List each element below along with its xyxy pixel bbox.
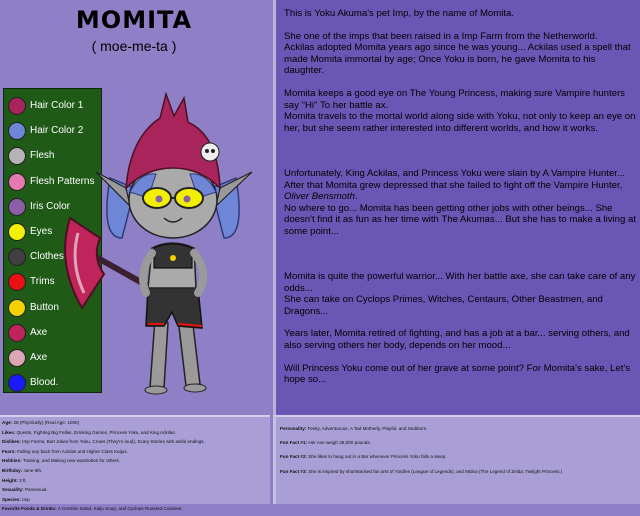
stat-line: Species: Imp (2, 496, 30, 502)
fact-line: Fun Fact #1: Her Axe weigh 36,000 pounds. (280, 440, 371, 446)
swatch-3 (8, 173, 26, 191)
story-paragraph (284, 145, 636, 157)
swatch-11 (8, 374, 26, 392)
stat-line: Likes: Quests, Fighting Big Fellas, Drinking Games, Princess Yoku, and King Ackilas. (2, 429, 176, 435)
swatch-10 (8, 349, 26, 367)
biography-text (284, 8, 636, 397)
stat-line: Dislikes: Imp Farms, Butt Jokes from Yoku, Crows (They're loud), Scary Stories with awful endings. (2, 439, 205, 445)
stat-line: Favorite Foods & Drinks: A Gremlin Salad, Kaiju Soup, and Cyclops Roasted-Cuisines. (2, 506, 183, 512)
stats-list (2, 420, 268, 516)
swatch-9 (8, 324, 26, 342)
stat-line: Sexuality: Pansexual. (2, 487, 48, 493)
stat-line: Height: 3 ft. (2, 477, 27, 483)
swatch-label: Axe (30, 326, 48, 338)
swatch-label: Axe (30, 352, 48, 363)
swatch-label: Flesh (30, 150, 55, 162)
swatch-label: Flesh Patterns (30, 175, 95, 187)
facts-panel (273, 415, 640, 504)
swatch-4 (8, 198, 26, 216)
swatch-7 (8, 273, 26, 291)
swatch-label: Trims (30, 276, 55, 288)
character-name: MOMITA (75, 6, 193, 34)
stat-line: Birthday: June 6th. (2, 467, 43, 473)
character-panel (0, 0, 268, 415)
story-paragraph: Momita is quite the powerful warrior... With her battle axe, she can take care of any odds... She can take on Cyclops Primes, Witches, Centaurs, Other Beastmen, and Dragons... (284, 271, 636, 317)
facts-list (280, 426, 640, 483)
fact-line: Fun Fact #2: She likes to hang out in a Bar whenever Princess Yoku falls a sleep. (280, 454, 447, 460)
pronunciation: ( moe-me-ta ) (91, 38, 177, 54)
biography-panel (273, 0, 640, 415)
swatch-8 (8, 299, 26, 317)
fact-line: Fun Fact #3: She is inspired by shortstacked fan arts of Yordles (League of Legends), and Midna (The Legend of Zelda: Twilight Princess.) (280, 468, 563, 474)
story-paragraph: Momita keeps a good eye on The Young Princess, making sure Vampire hunters say "Hi" To her battle ax. Momita travels to the mortal world along side with Yoku, not only to keep an eye on her, but she seem rather interested into different worlds, and how it works. (284, 87, 636, 134)
story-paragraph (284, 249, 636, 261)
stat-line: Hobbies: Training, and Making new wardrobes for others. (2, 458, 121, 464)
story-paragraph: She one of the imps that been raised in a Imp Farm from the Netherworld. Ackilas adopted Momita years ago since he was young... Ackilas used a spell that made Momita immortal by age; Once Yoku is born, he gave Momita to his daughter. (284, 30, 631, 77)
swatch-label: Clothes (30, 251, 64, 263)
story-paragraph: This is Yoku Akuma's pet Imp, by the name of Momita. (284, 8, 515, 19)
swatch-label: Iris Color (30, 200, 71, 212)
swatch-0 (8, 97, 26, 115)
story-paragraph: Years later, Momita retired of fighting, and has a job at a bar... serving others, and also serving others her body, depends on her mood... (284, 328, 630, 352)
swatch-6 (8, 248, 26, 266)
swatch-2 (8, 147, 26, 165)
story-paragraph: Will Princess Yoku come out of her grave at some point? For Momita's sake, Let's hope so... (284, 362, 630, 386)
momita-illustration (60, 88, 268, 408)
swatch-5 (8, 223, 26, 241)
stat-line: Age: 28 (Physically) (Real Age: 1000) (2, 420, 80, 425)
swatch-label: Eyes (30, 226, 53, 237)
stats-panel (0, 415, 270, 512)
story-paragraph: Unfortunately, King Ackilas, and Princess Yoku were slain by A Vampire Hunter... After that Momita grew depressed that she failed to fight off the Vampire Hunter, Oliver Bensmoth. No where to go... Momita has been getting other jobs with other beings... She doesn't find it as fun as her time with The Akumas... But she has to make a living at some point... (284, 167, 637, 237)
fact-line: Personality: Feisty, Adventurous, A Tad Motherly, Playful, and Stubborn. (280, 426, 428, 431)
swatch-label: Hair Color 1 (30, 100, 84, 111)
swatch-label: Hair Color 2 (30, 125, 84, 137)
swatch-1 (8, 122, 26, 140)
stat-line: Fears: Falling any back from Ackilas and Higher Class Kaijus. (2, 448, 128, 454)
swatch-label: Button (30, 301, 59, 313)
swatch-label: Blood. (30, 377, 59, 389)
